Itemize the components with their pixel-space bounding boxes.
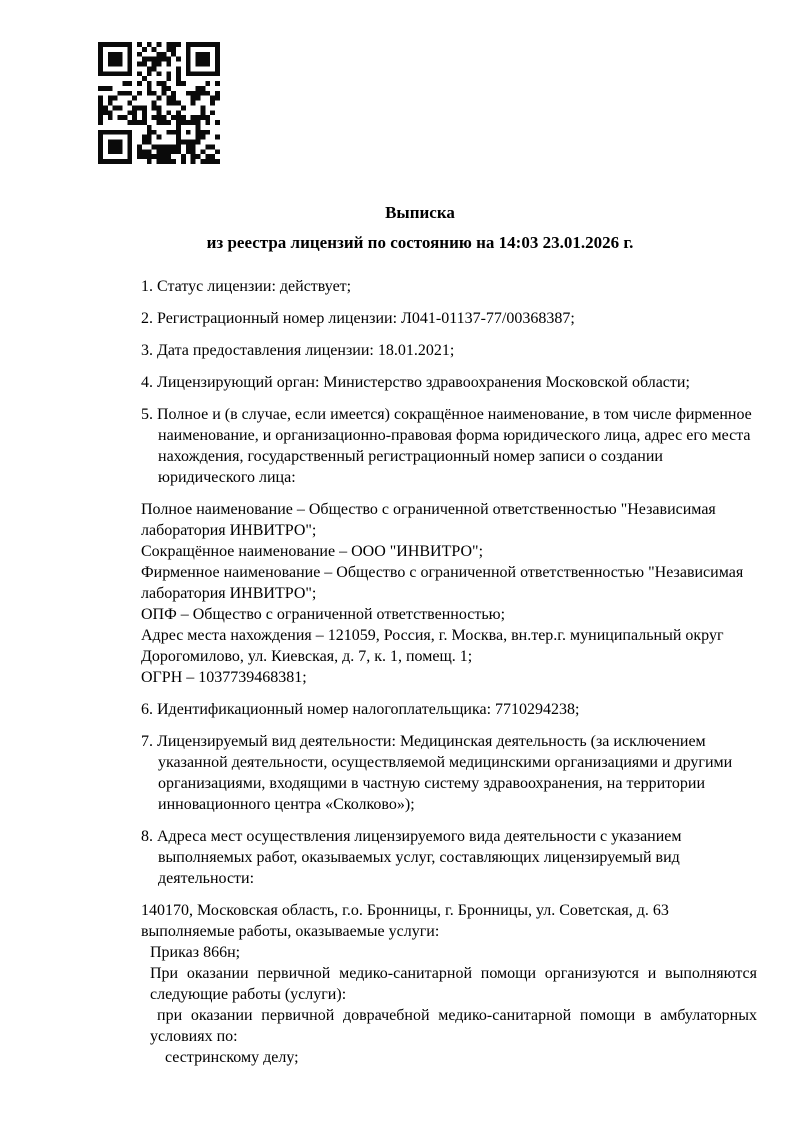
document-line: 3. Дата предоставления лицензии: 18.01.2021;: [141, 342, 455, 359]
document-line: Дорогомилово, ул. Киевская, д. 7, к. 1, помещ. 1;: [141, 648, 473, 665]
document-line: При оказании первичной медико-санитарной помощи организуются и выполняются: [150, 965, 757, 982]
document-line: Адрес места нахождения – 121059, Россия, г. Москва, вн.тер.г. муниципальный округ: [141, 627, 724, 644]
document-line: ОГРН – 1037739468381;: [141, 669, 307, 686]
document-line: Фирменное наименование – Общество с ограниченной ответственностью "Независимая: [141, 564, 744, 581]
document-block: [141, 276, 757, 297]
document-line: деятельности:: [158, 870, 255, 887]
document-line: Полное наименование – Общество с ограниченной ответственностью "Независимая: [141, 501, 716, 518]
document-line: 6. Идентификационный номер налогоплательщика: 7710294238;: [141, 701, 580, 718]
document-block: [141, 372, 757, 393]
document-line: ОПФ – Общество с ограниченной ответственностью;: [141, 606, 506, 623]
document-block: [141, 699, 757, 720]
document-line: выполняемые работы, оказываемые услуги:: [141, 923, 440, 940]
document-line: 1. Статус лицензии: действует;: [141, 278, 352, 295]
document-line: сестринскому делу;: [165, 1049, 299, 1066]
document-line: при оказании первичной доврачебной медико-санитарной помощи в амбулаторных: [157, 1007, 757, 1024]
document-line: условиях по:: [150, 1028, 238, 1045]
document-block: [141, 731, 757, 815]
document-body: [141, 276, 757, 1068]
document-block: [141, 340, 757, 361]
document-line: юридического лица:: [158, 469, 296, 486]
document-line: лаборатория ИНВИТРО";: [141, 585, 317, 602]
document-line: Сокращённое наименование – ООО "ИНВИТРО";: [141, 543, 484, 560]
document-line: 5. Полное и (в случае, если имеется) сокращённое наименование, в том числе фирменное: [141, 406, 752, 423]
document-line: выполняемых работ, оказываемых услуг, составляющих лицензируемый вид: [158, 849, 680, 866]
page-title: Выписка: [385, 203, 455, 222]
qr-code-icon: [98, 42, 220, 164]
document-line: Приказ 866н;: [150, 944, 241, 961]
document-block: [141, 900, 757, 1068]
document-line: 7. Лицензируемый вид деятельности: Медицинская деятельность (за исключением: [141, 733, 706, 750]
document-line: 4. Лицензирующий орган: Министерство здравоохранения Московской области;: [141, 374, 690, 391]
document-block: [141, 308, 757, 329]
document-line: следующие работы (услуги):: [150, 986, 347, 1003]
document-block: [141, 826, 757, 889]
document-block: [141, 499, 757, 688]
document-line: 140170, Московская область, г.о. Бронницы, г. Бронницы, ул. Советская, д. 63: [141, 902, 669, 919]
document-line: указанной деятельности, осуществляемой медицинскими организациями и другими: [158, 754, 733, 771]
document-block: [141, 404, 757, 488]
document-line: лаборатория ИНВИТРО";: [141, 522, 317, 539]
page-subtitle: из реестра лицензий по состоянию на 14:03 23.01.2026 г.: [206, 233, 634, 252]
document-line: 2. Регистрационный номер лицензии: Л041-01137-77/00368387;: [141, 310, 575, 327]
document-line: нахождения, государственный регистрационный номер записи о создании: [158, 448, 663, 465]
document-line: наименование, и организационно-правовая форма юридического лица, адрес его места: [158, 427, 751, 444]
document-line: 8. Адреса мест осуществления лицензируемого вида деятельности с указанием: [141, 828, 682, 845]
document-line: организациями, входящими в частную систему здравоохранения, на территории: [158, 775, 706, 792]
qr-code-image: [98, 42, 220, 164]
document-line: инновационного центра «Сколково»);: [158, 796, 415, 813]
